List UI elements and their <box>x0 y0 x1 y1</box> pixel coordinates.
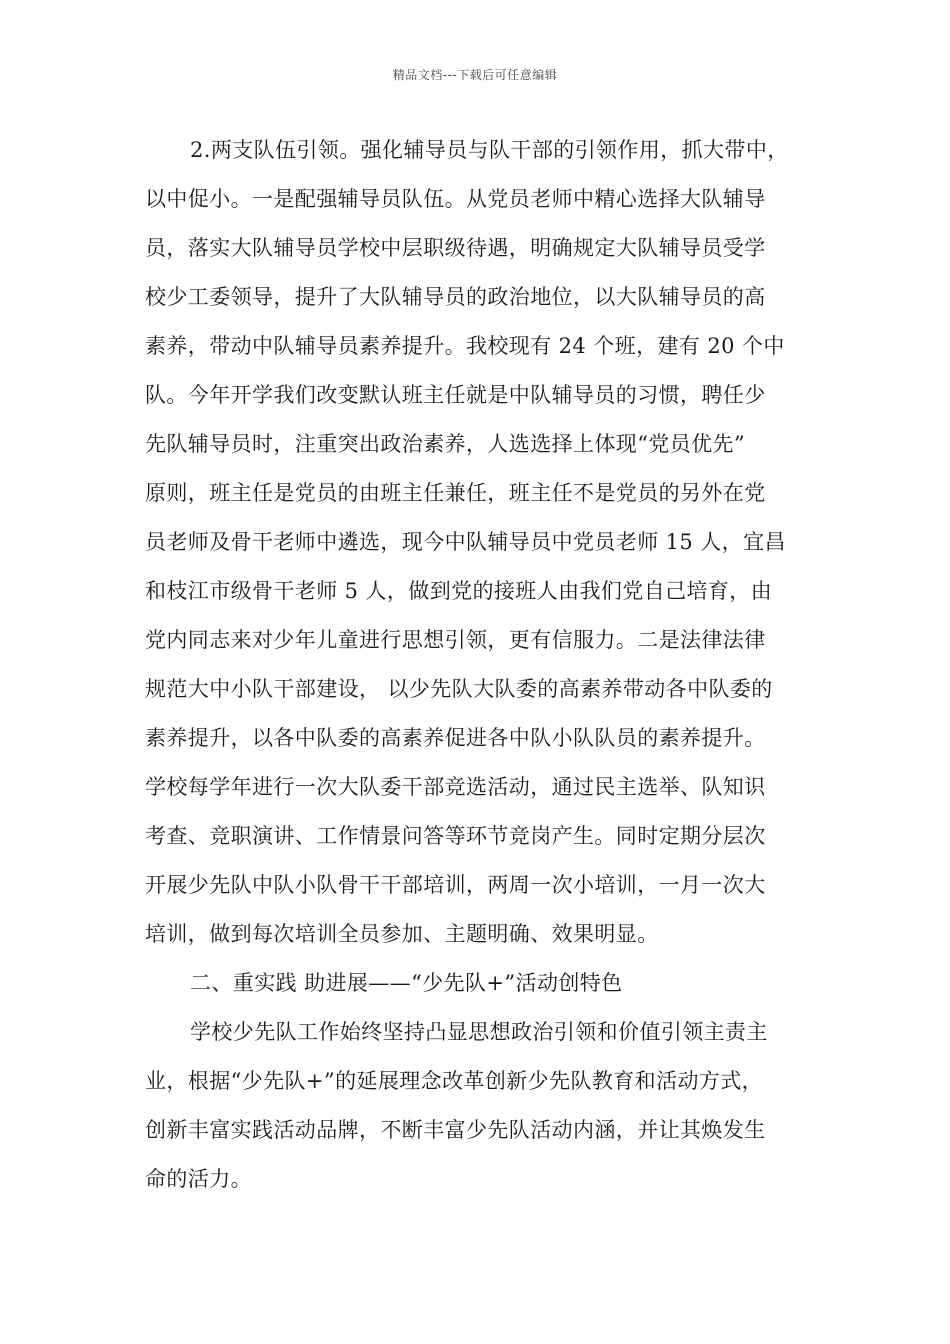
paragraph-line: 员老师及骨干老师中遴选，现今中队辅导员中党员老师 15 人，宜昌 <box>145 530 786 554</box>
paragraph-line: 以中促小。一是配强辅导员队伍。从党员老师中精心选择大队辅导 <box>145 187 766 211</box>
paragraph-line: 规范大中小队干部建设， 以少先队大队委的高素养带动各中队委的 <box>145 677 773 701</box>
paragraph-line: 2.两支队伍引领。强化辅导员与队干部的引领作用，抓大带中， <box>190 138 789 162</box>
paragraph-line: 学校少先队工作始终坚持凸显思想政治引领和价值引领主责主 <box>190 1020 768 1044</box>
paragraph-line: 业，根据“少先队+”的延展理念改革创新少先队教育和活动方式， <box>145 1069 764 1093</box>
section-heading: 二、重实践 助进展——“少先队+”活动创特色 <box>190 971 623 995</box>
paragraph-line: 创新丰富实践活动品牌，不断丰富少先队活动内涵，并让其焕发生 <box>145 1118 766 1142</box>
paragraph-line: 命的活力。 <box>145 1167 252 1191</box>
paragraph-line: 校少工委领导，提升了大队辅导员的政治地位，以大队辅导员的高 <box>145 285 766 309</box>
paragraph-line: 培训，做到每次培训全员参加、主题明确、效果明显。 <box>145 922 659 946</box>
paragraph-line: 和枝江市级骨干老师 5 人，做到党的接班人由我们党自己培育，由 <box>145 579 773 603</box>
paragraph-line: 素养提升，以各中队委的高素养促进各中队小队队员的素养提升。 <box>145 726 766 750</box>
paragraph-line: 队。今年开学我们改变默认班主任就是中队辅导员的习惯，聘任少 <box>145 383 766 407</box>
paragraph-line: 党内同志来对少年儿童进行思想引领，更有信服力。二是法律法律 <box>145 628 766 652</box>
paragraph-line: 开展少先队中队小队骨干干部培训，两周一次小培训，一月一次大 <box>145 873 766 897</box>
paragraph-line: 员，落实大队辅导员学校中层职级待遇，明确规定大队辅导员受学 <box>145 236 766 260</box>
paragraph-line: 先队辅导员时，注重突出政治素养，人选选择上体现“党员优先” <box>145 432 746 456</box>
page-header: 精品文档---下载后可任意编辑 <box>392 68 558 82</box>
paragraph-line: 素养，带动中队辅导员素养提升。我校现有 24 个班，建有 20 个中 <box>145 334 785 358</box>
paragraph-line: 学校每学年进行一次大队委干部竞选活动，通过民主选举、队知识 <box>145 775 766 799</box>
paragraph-line: 考查、竞职演讲、工作情景问答等环节竞岗产生。同时定期分层次 <box>145 824 766 848</box>
paragraph-line: 原则，班主任是党员的由班主任兼任，班主任不是党员的另外在党 <box>145 481 766 505</box>
